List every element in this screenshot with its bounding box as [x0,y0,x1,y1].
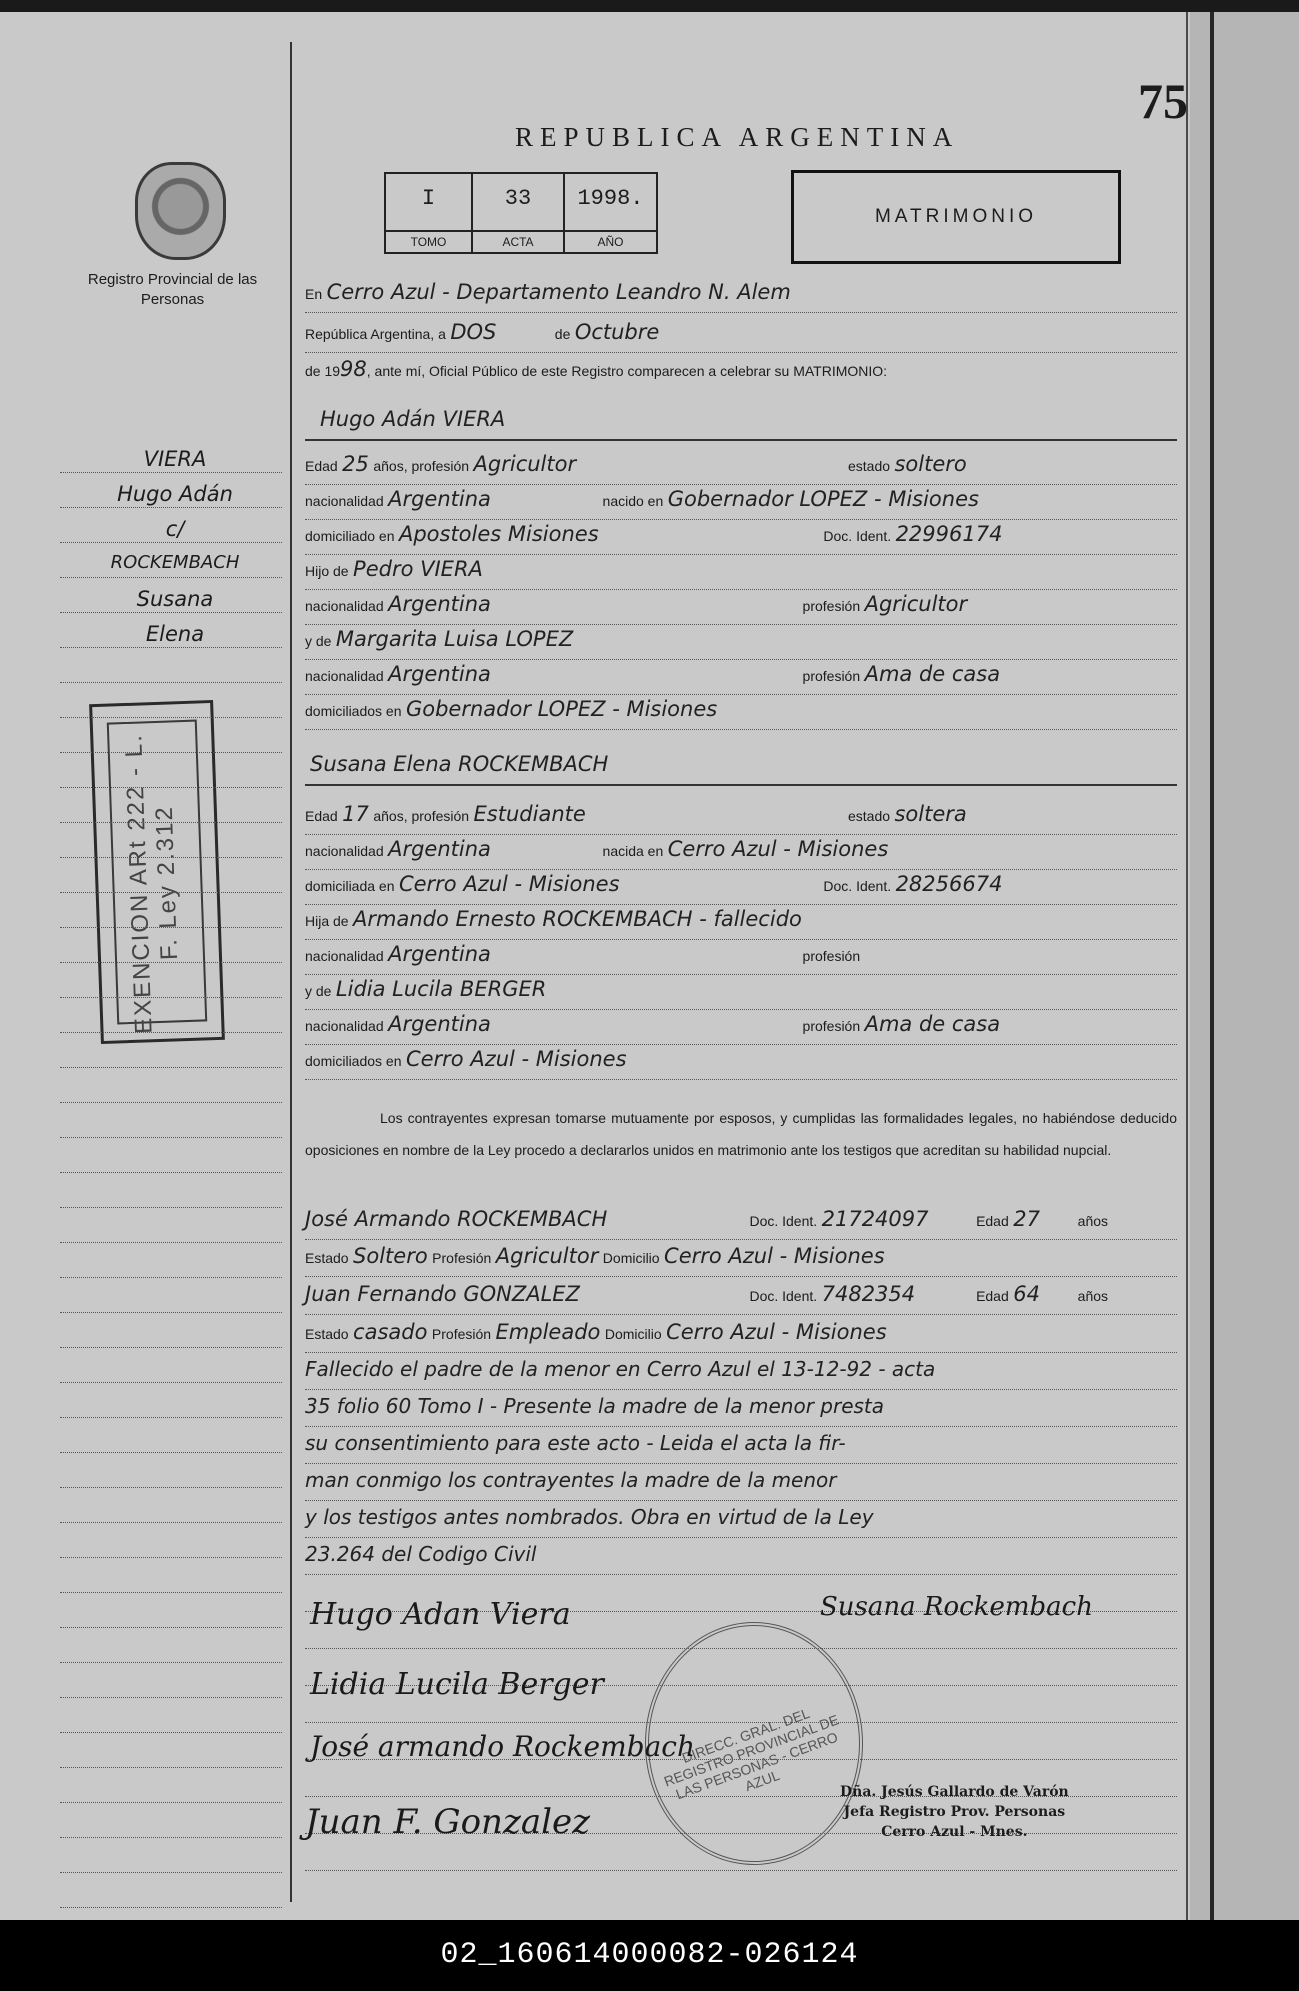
record-type-box [791,170,1121,264]
margin-rule [60,717,282,718]
document-page: 75 REPUBLICA ARGENTINA Registro Provincial de las Personas I TOMO 33 ACTA 1998. AÑO MATRIMONIO VIERA Hugo Adán c/ ROCKEMBACH Susana Elena EXENCION ARt 222 - L. F. Ley 2.312 En Cerro Azul - Departamento Leandro N. Alem República Argentina, a DOS de Octubre de 1998, ante mí, Oficial Público de este Registro comparecen a celebrar su MATRIMONIO: Hugo Adán VIERA Edad 25 años, profesión Agricultor estado soltero nacionalidad Argentina nacido en Gobernador LOPEZ - Misiones domiciliado en Apostoles Misiones Doc. Ident. 22996174 Hijo de Pedro VIERA nacionalidad Argentina profesión Agricultor y de Margarita Luisa LOPEZ nacionalidad Argentina profesión Ama de casa domiciliados en Gobernador LOPEZ - Misiones Susana Elena ROCKEMBACH Edad 17 años, profesión Estudiante estado soltera nacionalidad Argentina nacida en Cerro Azul - Misiones domiciliada en Cerro Azul - Misiones Doc. Ident. 28256674 Hija de Armando Ernesto ROCKEMBACH - fallecido nacionalidad Argentina profesión y de Lidia Lucila BERGER nacionalidad Argentina profesión Ama de casa domiciliados en Cerro Azul - Misiones Los contrayentes expresan tomarse mutuamente por esposos, y cumplidas las formalidades legales, no habiéndose deducido oposiciones en nombre de la Ley procedo a declararlos unidos en matrimonio ante los testigos que acreditan su habilidad nupcial. José Armando ROCKEMBACH Doc. Ident. 21724097 Edad 27 años Estado Soltero Profesión Agricultor Domicilio Cerro Azul - Misiones Juan Fernando GONZALEZ Doc. Ident. 7482354 Edad 64 años Estado casado Profesión Empleado Domicilio Cerro Azul - Misiones Fallecido el padre de la menor en Cerro Azul el 13-12-92 - acta 35 folio 60 Tomo I - Presente la madre de la menor presta su consentimiento para este acto - Leida el acta la fir- man conmigo los contrayentes la madre de la menor y los testigos antes nombrados. Obra en virtud de la Ley 23.264 del Codigo Civil DIRECC. GRAL. DEL REGISTRO PROVINCIAL DE LAS PERSONAS - CERRO AZUL Hugo Adan Viera Susana Rockembach Lidia Lucila Berger José armando Rockembach Juan F. Gonzalez Dña. Jesús Gallardo de Varón Jefa Registro Prov. Personas Cerro Azul - Mnes. [0,12,1190,1920]
margin-rule [60,997,282,998]
ano-label: AÑO [565,230,656,252]
witness1-name: José Armando ROCKEMBACH [305,1207,608,1231]
bride-profession: Estudiante [473,802,586,826]
registrar-place: Cerro Azul - Mnes. [881,1824,1028,1840]
margin-rule [60,1312,282,1313]
witness1-profession: Agricultor [495,1244,599,1268]
note-line [305,1468,1177,1501]
witness1-age: 27 [1013,1207,1040,1231]
margin-rule [60,752,282,753]
margin-rule [60,1522,282,1523]
groom-mother-nationality: Argentina [388,662,491,686]
stamp-text: EXENCION ARt 222 - L. F. Ley 2.312 [120,732,184,1035]
groom-parents-domicile: Gobernador LOPEZ - Misiones [405,697,718,721]
margin-note-4: ROCKEMBACH [110,552,240,573]
margin-rule [60,507,282,508]
margin-note-3: c/ [165,517,185,541]
note-5: y los testigos antes nombrados. Obra en virtud de la Ley [305,1505,874,1529]
registrar-name: Dña. Jesús Gallardo de Varón [840,1784,1069,1800]
bride-domicile: Cerro Azul - Misiones [398,872,620,896]
bride-mother: Lidia Lucila BERGER [335,977,547,1001]
bride-age: 17 [342,802,369,826]
bride-nationality: Argentina [388,837,491,861]
tomo-cell [386,174,473,252]
signature-witness1: José armando Rockembach [310,1730,695,1763]
groom-age: 25 [342,452,369,476]
registry-name: Registro Provincial de las Personas [87,271,258,308]
margin-rule [60,892,282,893]
note-6: 23.264 del Codigo Civil [305,1542,537,1566]
witness2-domicile: Cerro Azul - Misiones [666,1320,887,1344]
margin-rule [60,1767,282,1768]
margin-rule [60,472,282,473]
margin-rule [60,1592,282,1593]
place-line: En Cerro Azul - Departamento Leandro N. Alem [305,280,1177,313]
margin-rule [60,1417,282,1418]
margin-rule [60,787,282,788]
page-title: REPUBLICA ARGENTINA [515,122,960,152]
witness2-age: 64 [1013,1282,1040,1306]
bride-doc: 28256674 [895,872,1003,896]
declaration-text: Los contrayentes expresan tomarse mutuamente por esposos, y cumplidas las formalidades legales, no habiéndose deducido oposiciones en nombre de la Ley procedo a declararlos unidos en matrimonio ante los testigos que acreditan su habilidad nupcial. [305,1110,1177,1158]
margin-rule [60,1032,282,1033]
acta-value: 33 [504,186,532,211]
ano-cell [565,174,656,252]
witness2-name: Juan Fernando GONZALEZ [305,1282,580,1306]
witness2-line: Juan Fernando GONZALEZ Doc. Ident. 7482354 Edad 64 años [305,1282,1177,1315]
note-line [305,1394,1177,1427]
acta-cell [473,174,565,252]
margin-rule [60,612,282,613]
margin-rule [60,1697,282,1698]
image-id-caption: 02_160614000082-026124 [0,1920,1299,1991]
groom-name: Hugo Adán VIERA [320,407,506,431]
bride-father-nationality: Argentina [388,942,491,966]
month: Octubre [574,320,660,344]
groom-nationality: Argentina [388,487,491,511]
note-1: Fallecido el padre de la menor en Cerro Azul el 13-12-92 - acta [305,1357,936,1381]
record-boxes [384,172,658,254]
signature-bride-mother: Lidia Lucila Berger [310,1667,604,1702]
margin-rule [60,577,282,578]
bride-birthplace: Cerro Azul - Misiones [667,837,889,861]
bride-name: Susana Elena ROCKEMBACH [310,752,609,776]
groom-doc: 22996174 [895,522,1003,546]
groom-mother: Margarita Luisa LOPEZ [335,627,574,651]
year-line: de 1998, ante mí, Oficial Público de este Registro comparecen a celebrar su MATRIMONIO: [305,357,888,381]
tomo-value: I [421,186,436,211]
groom-domicile: Apostoles Misiones [398,522,599,546]
signature-groom: Hugo Adan Viera [310,1597,571,1632]
margin-rule [60,1067,282,1068]
margin-note-1: VIERA [143,447,207,471]
margin-rule [60,1102,282,1103]
signature-bride: Susana Rockembach [820,1592,1093,1622]
witness1-estado: Soltero [353,1244,428,1268]
note-4: man conmigo los contrayentes la madre de la menor [305,1468,837,1492]
place: Cerro Azul - Departamento Leandro N. Alem [326,280,791,304]
margin-rule [60,1872,282,1873]
bride-name-line [305,752,1177,786]
margin-rule [60,1242,282,1243]
margin-note-6: Elena [145,622,205,646]
witness2-estado: casado [353,1320,428,1344]
bride-father: Armando Ernesto ROCKEMBACH - fallecido [353,907,802,931]
margin-rule [60,1172,282,1173]
groom-father-profession: Agricultor [864,592,968,616]
day: DOS [450,320,497,344]
registrar-stamp [840,1782,1069,1842]
date-line: República Argentina, a DOS de Octubre [305,320,1177,353]
margin-note-5: Susana [136,587,214,611]
margin-rule [60,1557,282,1558]
margin-rule [60,857,282,858]
groom-profession: Agricultor [473,452,577,476]
margin-rule [60,1802,282,1803]
margin-rule [60,1907,282,1908]
margin-rule [60,1487,282,1488]
page-number: 75 [1138,73,1188,129]
groom-estado: soltero [894,452,967,476]
margin-rule [60,1207,282,1208]
margin-rule [60,1627,282,1628]
margin-rule [60,962,282,963]
margin-note-2: Hugo Adán [117,482,233,506]
margin-rule [60,1277,282,1278]
ano-value: 1998. [577,186,644,211]
witness1-doc: 21724097 [821,1207,929,1231]
province-seal-icon [135,162,226,260]
margin-rule [60,542,282,543]
scan-top-edge [0,0,1299,12]
groom-name-line [305,407,1177,441]
witness1-line: José Armando ROCKEMBACH Doc. Ident. 21724097 Edad 27 años [305,1207,1177,1240]
witness1-domicile: Cerro Azul - Misiones [664,1244,885,1268]
margin-rule [60,682,282,683]
margin-rule [60,822,282,823]
record-type: MATRIMONIO [874,206,1038,227]
note-line [305,1505,1177,1538]
book-edge [1190,12,1299,1920]
acta-label: ACTA [473,230,563,252]
margin-rule [60,647,282,648]
bride-estado: soltera [894,802,967,826]
bride-mother-nationality: Argentina [388,1012,491,1036]
bride-parents-domicile: Cerro Azul - Misiones [405,1047,627,1071]
year: 98 [340,357,367,381]
groom-birthplace: Gobernador LOPEZ - Misiones [667,487,979,511]
margin-rule [60,1347,282,1348]
margin-rule [60,1662,282,1663]
note-2: 35 folio 60 Tomo I - Presente la madre de la menor presta [305,1394,885,1418]
margin-rule [60,1137,282,1138]
signature-witness2: Juan F. Gonzalez [305,1802,591,1842]
bride-mother-profession: Ama de casa [864,1012,1001,1036]
page-border [1186,12,1188,1920]
registrar-role: Jefa Registro Prov. Personas [843,1804,1066,1820]
witness2-doc: 7482354 [821,1282,916,1306]
note-line [305,1357,1177,1390]
seal-text: DIRECC. GRAL. DEL REGISTRO PROVINCIAL DE LAS PERSONAS - CERRO AZUL [661,1704,841,1803]
margin-rule [60,1452,282,1453]
groom-father-nationality: Argentina [388,592,491,616]
groom-mother-profession: Ama de casa [864,662,1001,686]
margin-rule [60,1732,282,1733]
note-line [305,1542,1177,1575]
witness2-profession: Empleado [495,1320,601,1344]
margin-line [290,42,292,1902]
note-3: su consentimiento para este acto - Leida el acta la fir- [305,1431,846,1455]
tomo-label: TOMO [386,230,471,252]
note-line [305,1431,1177,1464]
margin-rule [60,1382,282,1383]
groom-father: Pedro VIERA [353,557,483,581]
margin-rule [60,1837,282,1838]
margin-rule [60,927,282,928]
